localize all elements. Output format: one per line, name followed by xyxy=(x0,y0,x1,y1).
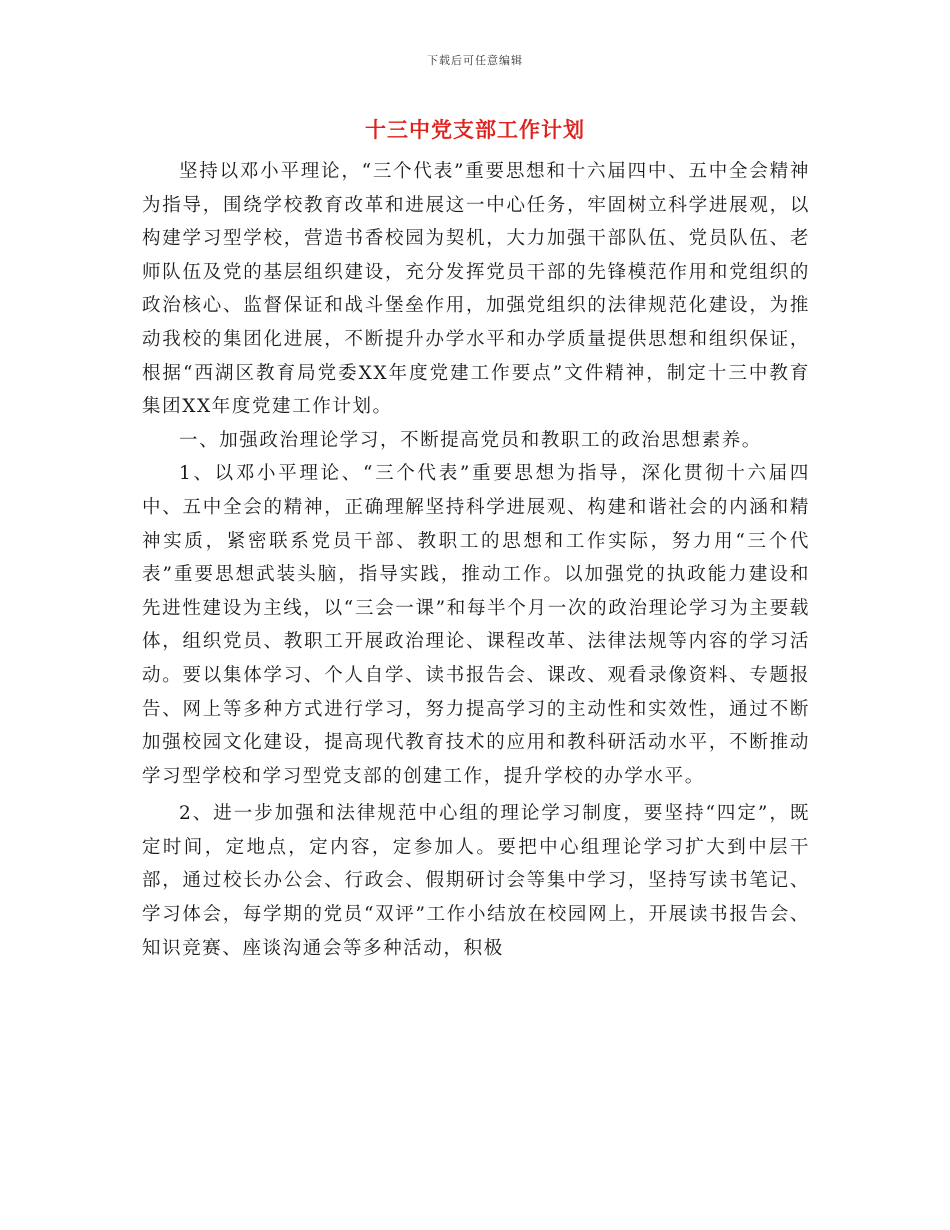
document-title: 十三中党支部工作计划 xyxy=(365,117,585,142)
header-note: 下载后可任意编辑 xyxy=(427,54,523,67)
document-body xyxy=(142,155,810,965)
paragraph-intro: 坚持以邓小平理论，“三个代表”重要思想和十六届四中、五中全会精神为指导，围绕学校教育改革和进展这一中心任务，牢固树立科学进展观，以构建学习型学校，营造书香校园为契机，大力加强干部队伍、党员队伍、老师队伍及党的基层组织建设，充分发挥党员干部的先锋模范作用和党组织的政治核心、监督保证和战斗堡垒作用，加强党组织的法律规范化建设，为推动我校的集团化进展，不断提升办学水平和办学质量提供思想和组织保证，根据“西湖区教育局党委XX年度党建工作要点”文件精神，制定十三中教育集团XX年度党建工作计划。 xyxy=(142,161,810,418)
paragraph-section-1-heading: 一、加强政治理论学习，不断提高党员和教职工的政治思想素养。 xyxy=(179,429,762,451)
paragraph-item-2: 2、进一步加强和法律规范中心组的理论学习制度，要坚持“四定”，既定时间，定地点，定内容，定参加人。要把中心组理论学习扩大到中层干部，通过校长办公会、行政会、假期研讨会等集中学习，坚持写读书笔记、学习体会，每学期的党员“双评”工作小结放在校园网上，开展读书报告会、知识竞赛、座谈沟通会等多种活动，积极 xyxy=(142,803,810,959)
paragraph-item-1: 1、以邓小平理论、“三个代表”重要思想为指导，深化贯彻十六届四中、五中全会的精神，正确理解坚持科学进展观、构建和谐社会的内涵和精神实质，紧密联系党员干部、教职工的思想和工作实际，努力用“三个代表”重要思想武装头脑，指导实践，推动工作。以加强党的执政能力建设和先进性建设为主线，以“三会一课”和每半个月一次的政治理论学习为主要载体，组织党员、教职工开展政治理论、课程改革、法律法规等内容的学习活动。要以集体学习、个人自学、读书报告会、课改、观看录像资料、专题报告、网上等多种方式进行学习，努力提高学习的主动性和实效性，通过不断加强校园文化建设，提高现代教育技术的应用和教科研活动水平，不断推动学习型学校和学习型党支部的创建工作，提升学校的办学水平。 xyxy=(142,463,810,787)
